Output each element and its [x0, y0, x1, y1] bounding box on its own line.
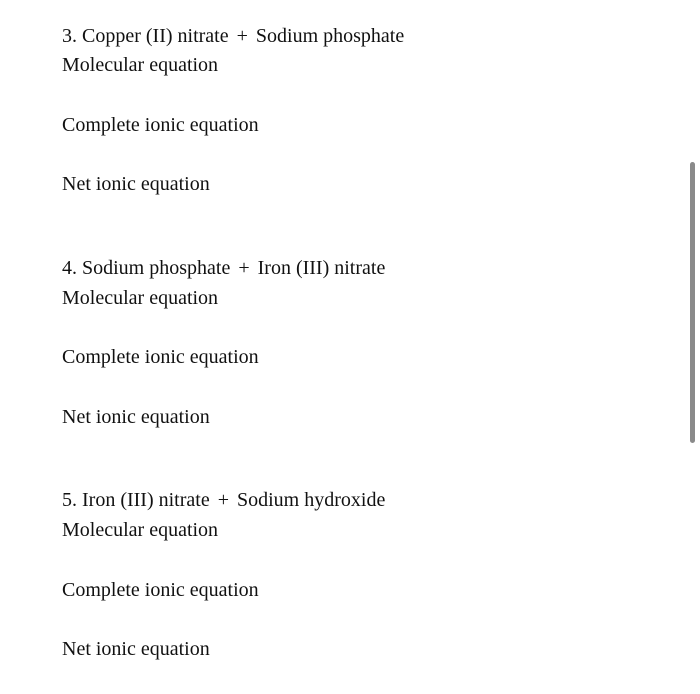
problem-3-net-label: Net ionic equation: [62, 173, 210, 195]
problem-4-net-label: Net ionic equation: [62, 406, 210, 428]
reactant-a: Sodium phosphate: [82, 257, 231, 279]
vertical-scrollbar[interactable]: [690, 162, 695, 443]
problem-3-molecular-label: Molecular equation: [62, 54, 219, 76]
problem-4-complete-label: Complete ionic equation: [62, 346, 259, 368]
reactant-a: Iron (III) nitrate: [82, 489, 210, 511]
problem-number: 4.: [62, 257, 77, 279]
problem-5-molecular-label: Molecular equation: [62, 519, 219, 541]
reactant-b: Sodium hydroxide: [237, 489, 386, 511]
problem-5-net-label: Net ionic equation: [62, 638, 210, 660]
plus-sign: +: [217, 489, 229, 511]
problem-number: 5.: [62, 489, 77, 511]
problem-4-molecular-label: Molecular equation: [62, 287, 219, 309]
plus-sign: +: [238, 257, 250, 279]
problem-5-title: [62, 488, 385, 512]
problem-5-complete-label: Complete ionic equation: [62, 579, 259, 601]
reactant-b: Iron (III) nitrate: [257, 257, 386, 279]
problem-number: 3.: [62, 25, 77, 47]
reactant-a: Copper (II) nitrate: [82, 25, 229, 47]
problem-3-title: [62, 24, 404, 48]
plus-sign: +: [236, 25, 248, 47]
reactant-b: Sodium phosphate: [255, 25, 405, 47]
problem-4-title: [62, 256, 385, 280]
problem-3-complete-label: Complete ionic equation: [62, 114, 259, 136]
